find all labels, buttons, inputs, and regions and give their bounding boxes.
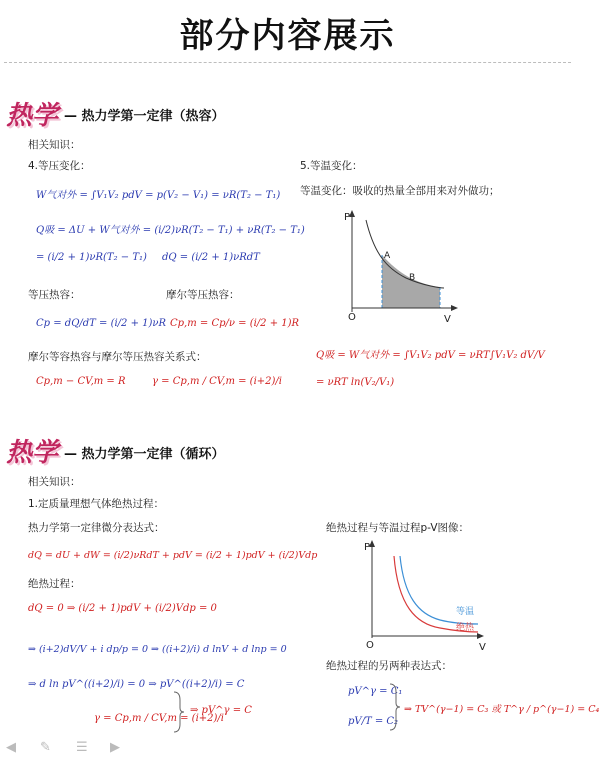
adiabatic-title: 1.定质量理想气体绝热过程： <box>28 498 165 510</box>
eq-a5: ⇒ pV^γ = C <box>190 705 252 716</box>
pen-icon[interactable]: ✎ <box>40 740 51 755</box>
origin-label: O <box>348 312 356 323</box>
cp-label: 等压热容： <box>28 289 81 301</box>
eq-cpm: Cp,m = Cp/ν = (i/2 + 1)R <box>170 318 300 329</box>
origin-label: O <box>366 640 374 651</box>
menu-icon[interactable]: ☰ <box>76 740 88 755</box>
diff-label: 热力学第一定律微分表达式： <box>28 522 165 534</box>
v-axis-arrow <box>451 305 458 311</box>
eq-diff: dQ = dU + dW = (i/2)νRdT + pdV = (i/2 + 1)pdV + (i/2)Vdp <box>28 550 318 561</box>
brace-left <box>172 690 186 734</box>
p-label: P <box>344 212 351 223</box>
other-label: 绝热过程的另两种表达式： <box>326 660 452 672</box>
isotherm-curve <box>366 220 444 288</box>
section1-related: 相关知识： <box>28 139 81 151</box>
back-icon[interactable]: ◀ <box>6 740 16 755</box>
section1-logo: 热学 <box>6 101 59 131</box>
brace-right <box>388 682 402 732</box>
page-title: 部分内容展示 <box>179 16 396 56</box>
graph-label: 绝热过程与等温过程p-V图像： <box>326 522 470 534</box>
eq-o2: pV/T = C₂ <box>348 716 399 727</box>
v-label: V <box>444 314 451 325</box>
eq-q2: = (i/2 + 1)νR(T₂ − T₁) <box>36 252 147 263</box>
relation-label: 摩尔等容热容与摩尔等压热容关系式： <box>28 351 207 363</box>
forward-icon[interactable]: ▶ <box>110 740 120 755</box>
cpm-label: 摩尔等压热容： <box>166 289 240 301</box>
eq-work: W气对外 = ∫V₁V₂ pdV = p(V₂ − V₁) = νR(T₂ − T₁) <box>36 190 281 201</box>
eq-cp: Cp = dQ/dT = (i/2 + 1)νR <box>36 318 167 329</box>
section2-logo: 热学 <box>6 438 59 468</box>
eq-dq: dQ = (i/2 + 1)νRdT <box>162 252 260 263</box>
isobaric-label: 4.等压变化： <box>28 160 91 172</box>
p-label: P <box>364 542 371 553</box>
isothermal-label: 5.等温变化： <box>300 160 363 172</box>
point-b-label: B <box>409 273 416 283</box>
eq-gamma: γ = Cp,m / CV,m = (i+2)/i <box>152 376 282 387</box>
eq-qiso2: = νRT ln(V₂/V₁) <box>316 377 395 388</box>
eq-a3: ⇒ d ln pV^((i+2)/i) = 0 ⇒ pV^((i+2)/i) = C <box>28 679 245 690</box>
section2-heading: — 热力学第一定律（循环） <box>64 447 225 462</box>
v-label: V <box>479 642 486 653</box>
eq-a1: dQ = 0 ⇒ (i/2 + 1)pdV + (i/2)Vdp = 0 <box>28 603 217 614</box>
adiabatic-curve <box>394 556 478 632</box>
adiabatic-legend: 绝热 <box>456 623 475 633</box>
section1-heading: — 热力学第一定律（热容） <box>64 109 225 124</box>
isothermal-pv-graph <box>336 208 466 328</box>
eq-q1: Q吸 = ΔU + W气对外 = (i/2)νR(T₂ − T₁) + νR(T₂ − T₁) <box>36 225 305 236</box>
eq-o3: ⇒ TV^(γ−1) = C₃ 或 T^γ / p^(γ−1) = C₄ <box>404 704 599 715</box>
eq-a2: ⇒ (i+2)dV/V + i dp/p = 0 ⇒ ((i+2)/i) d lnV + d lnp = 0 <box>28 644 287 655</box>
adiabatic-isothermal-graph <box>360 536 495 654</box>
eq-a4: γ = Cp,m / CV,m = (i+2)/i <box>94 713 224 724</box>
eq-relation: Cp,m − CV,m = R <box>36 376 126 387</box>
v-axis-arrow <box>477 633 484 639</box>
title-divider <box>4 62 571 63</box>
section2-related: 相关知识： <box>28 476 81 488</box>
point-a-label: A <box>384 251 391 261</box>
adiabatic-label: 绝热过程： <box>28 578 81 590</box>
isothermal-desc: 等温变化：吸收的热量全部用来对外做功； <box>300 185 500 197</box>
eq-o1: pV^γ = C₁ <box>348 686 403 697</box>
eq-qiso1: Q吸 = W气对外 = ∫V₁V₂ pdV = νRT∫V₁V₂ dV/V <box>316 350 545 361</box>
isothermal-legend: 等温 <box>456 607 475 617</box>
